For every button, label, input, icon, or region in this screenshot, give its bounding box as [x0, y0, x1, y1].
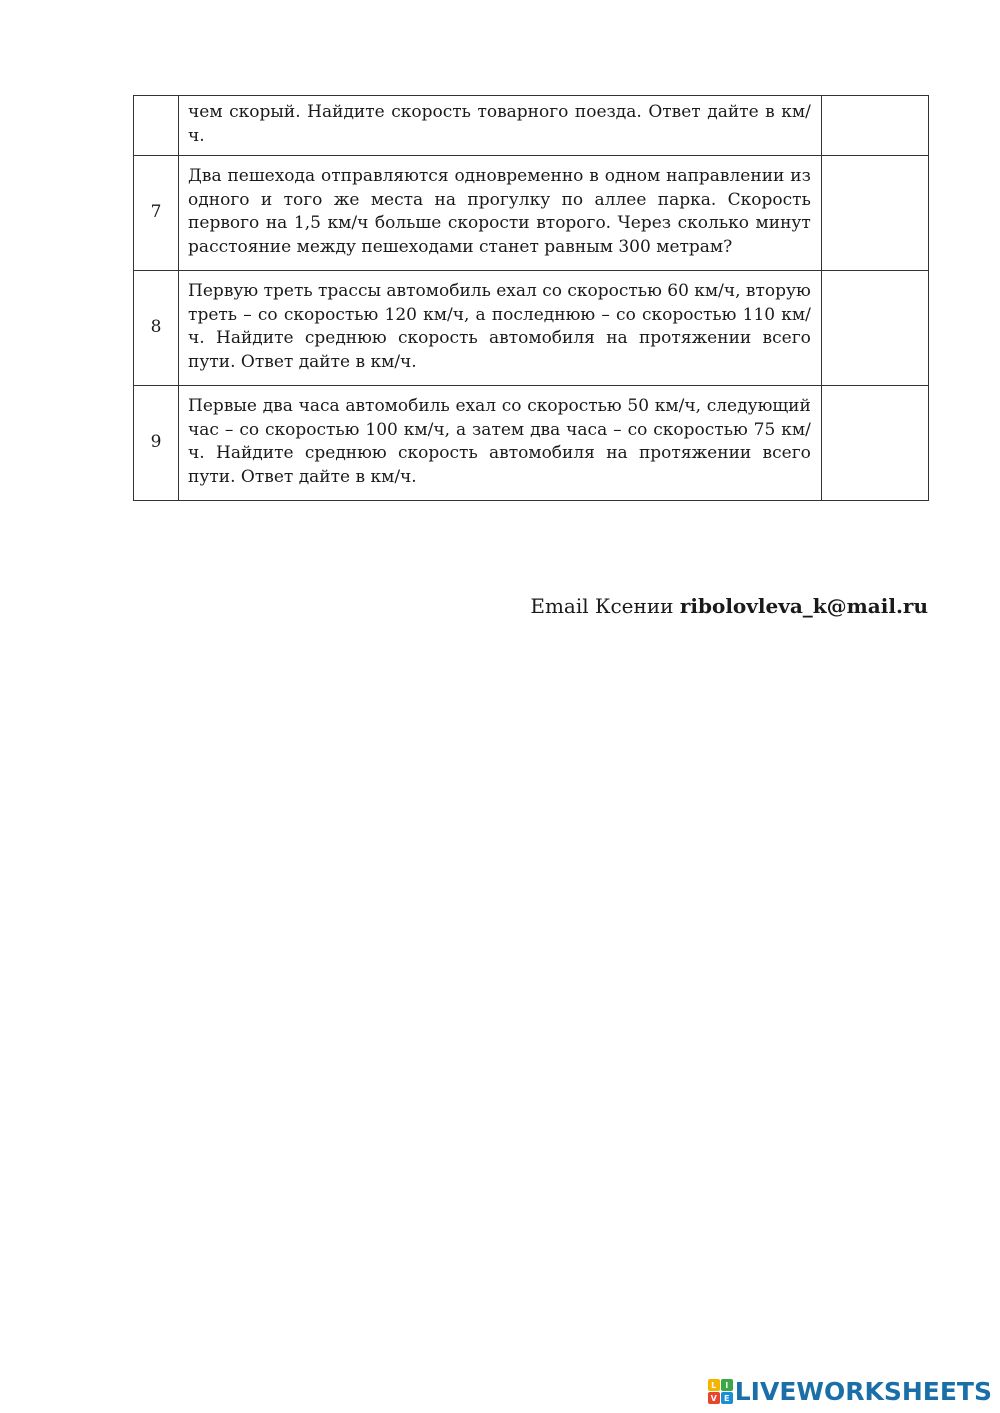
- task-text: чем скорый. Найдите скорость товарного поезда. Ответ дайте в км/ч.: [179, 96, 822, 156]
- task-text: Два пешехода отправляются одновременно в одном направлении из одного и того же места на прогулку по аллее парка. Скорость первого на 1,5 км/ч больше скорости второго. Через сколько минут расстояние между пешеходами станет равным 300 метрам?: [179, 156, 822, 271]
- email-label: Email Ксении: [530, 594, 674, 618]
- task-text: Первые два часа автомобиль ехал со скоростью 50 км/ч, следующий час – со скоростью 100 км/ч, а затем два часа – со скоростью 75 км/ч. Найдите среднюю скорость автомобиля на протяжении всего пути. Ответ дайте в км/ч.: [179, 386, 822, 501]
- mark-letter: E: [721, 1392, 733, 1404]
- liveworksheets-brand: LIVEWORKSHEETS: [734, 1377, 992, 1406]
- author-email: [530, 594, 928, 618]
- mark-letter: I: [721, 1379, 733, 1391]
- task-row-8: [134, 271, 929, 386]
- task-number: [134, 96, 179, 156]
- answer-cell[interactable]: [821, 96, 928, 156]
- answer-cell[interactable]: [821, 386, 928, 501]
- answer-cell[interactable]: [821, 156, 928, 271]
- task-row-7: [134, 156, 929, 271]
- tasks-table: [133, 95, 929, 501]
- task-text: Первую треть трассы автомобиль ехал со скоростью 60 км/ч, вторую треть – со скоростью 120 км/ч, а последнюю – со скоростью 110 км/ч. Найдите среднюю скорость автомобиля на протяжении всего пути. Ответ дайте в км/ч.: [179, 271, 822, 386]
- task-number: 9: [134, 386, 179, 501]
- task-number: 8: [134, 271, 179, 386]
- mark-letter: V: [708, 1392, 720, 1404]
- liveworksheets-mark-icon: [708, 1379, 733, 1404]
- email-address[interactable]: ribolovleva_k@mail.ru: [679, 594, 928, 618]
- liveworksheets-logo: [708, 1377, 992, 1406]
- task-row-9: [134, 386, 929, 501]
- task-number: 7: [134, 156, 179, 271]
- task-row-continuation: [134, 96, 929, 156]
- answer-cell[interactable]: [821, 271, 928, 386]
- mark-letter: L: [708, 1379, 720, 1391]
